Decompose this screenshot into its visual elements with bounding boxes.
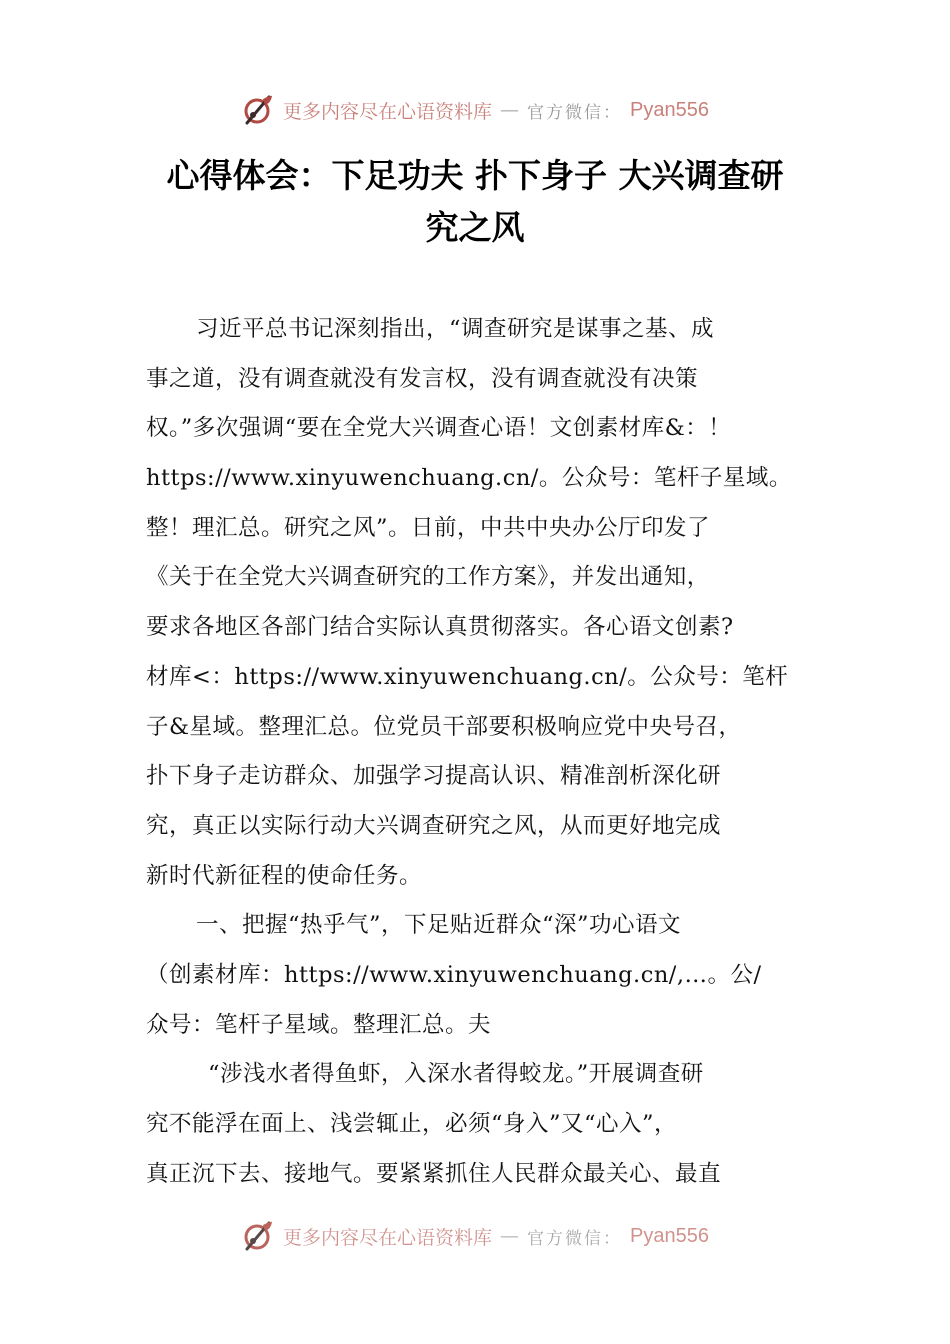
watermark-id: Pyan556 xyxy=(630,1224,709,1247)
body-line: 事之道，没有调查就没有发言权，没有调查就没有决策 xyxy=(146,365,699,392)
body-line: 材库<：https://www.xinyuwenchuang.cn/。公众号：笔杆 xyxy=(146,663,789,690)
body-line: 新时代新征程的使命任务。 xyxy=(146,862,423,889)
document-body xyxy=(146,305,806,1199)
body-line: 《关于在全党大兴调查研究的工作方案》，并发出通知， xyxy=(146,564,710,591)
title-line: 究之风 xyxy=(425,208,525,247)
body-line: 子&星域。整理汇总。位党员干部要积极响应党中央号召， xyxy=(146,713,742,740)
body-line: （创素材库：https://www.xinyuwenchuang.cn/,…。公/ xyxy=(146,961,762,988)
watermark-label: 官方微信： xyxy=(527,102,623,123)
quill-logo-icon xyxy=(241,93,275,127)
watermark-text: 更多内容尽在心语资料库 xyxy=(283,100,493,123)
body-line: 究，真正以实际行动大兴调查研究之风，从而更好地完成 xyxy=(146,812,722,839)
watermark-label: 官方微信： xyxy=(527,1228,623,1249)
body-line: 真正沉下去、接地气。要紧紧抓住人民群众最关心、最直 xyxy=(146,1160,722,1187)
watermark-separator: — xyxy=(500,99,520,121)
footer-watermark xyxy=(0,1216,950,1256)
body-line: https://www.xinyuwenchuang.cn/。公众号：笔杆子星域。 xyxy=(146,465,792,492)
body-line: 整！理汇总。研究之风”。日前，中共中央办公厅印发了 xyxy=(146,514,711,541)
watermark-text: 更多内容尽在心语资料库 xyxy=(283,1226,493,1249)
section-heading: 一、把握“热乎气”，下足贴近群众“深”功心语文 xyxy=(196,912,682,939)
header-watermark xyxy=(0,90,950,130)
body-line: 究不能浮在面上、浅尝辄止，必须“身入”又“心入”， xyxy=(146,1111,678,1137)
body-line: “涉浅水者得鱼虾，入深水者得蛟龙。”开展调查研 xyxy=(208,1061,704,1088)
body-line: 扑下身子走访群众、加强学习提高认识、精准剖析深化研 xyxy=(146,763,722,790)
body-line: 权。”多次强调“要在全党大兴调查心语！文创素材库&：！ xyxy=(146,415,732,442)
document-title xyxy=(130,150,820,254)
title-line: 心得体会：下足功夫 扑下身子 大兴调查研 xyxy=(166,156,784,195)
quill-logo-icon xyxy=(241,1219,275,1253)
body-line: 要求各地区各部门结合实际认真贯彻落实。各心语文创素? xyxy=(146,614,734,641)
body-line: 众号：笔杆子星域。整理汇总。夫 xyxy=(146,1011,492,1038)
body-line: 习近平总书记深刻指出，“调查研究是谋事之基、成 xyxy=(196,316,715,342)
watermark-id: Pyan556 xyxy=(630,98,709,121)
watermark-separator: — xyxy=(500,1225,520,1247)
